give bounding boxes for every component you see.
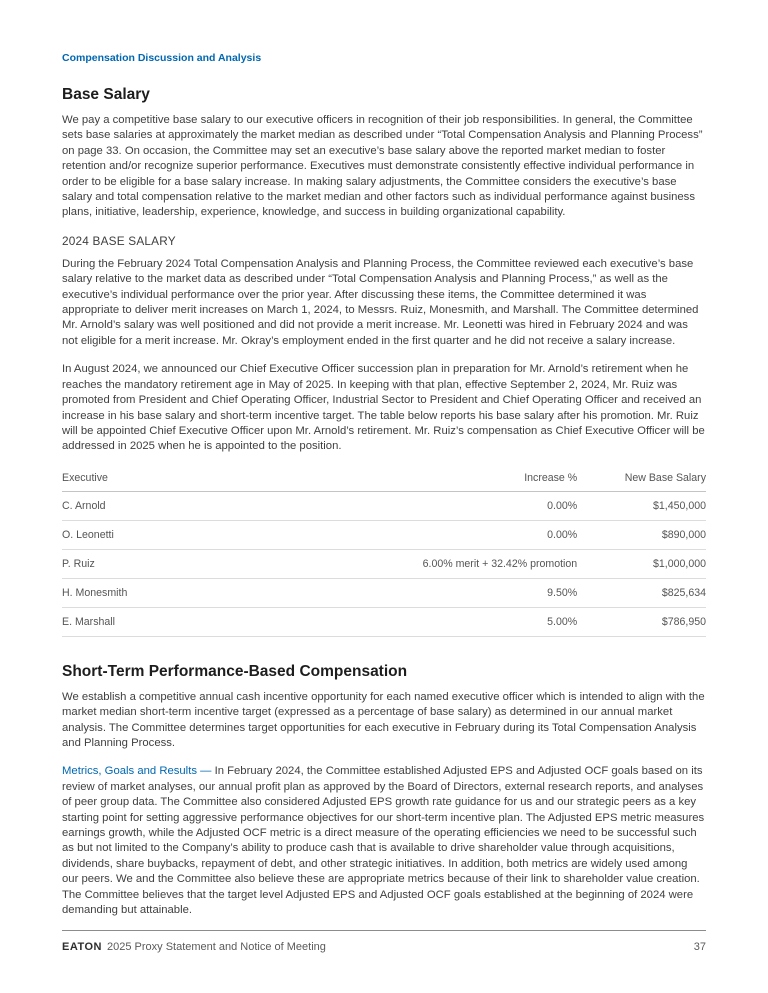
table-row bbox=[62, 578, 706, 607]
new-base-salary-value: $890,000 bbox=[577, 520, 706, 549]
column-header-executive: Executive bbox=[62, 468, 332, 492]
page-number: 37 bbox=[693, 941, 706, 953]
base-salary-2024-subheading: 2024 BASE SALARY bbox=[62, 233, 176, 248]
base-salary-heading: Base Salary bbox=[62, 86, 150, 103]
increase-value: 0.00% bbox=[332, 520, 577, 549]
section-label: Compensation Discussion and Analysis bbox=[62, 52, 262, 64]
new-base-salary-value: $786,950 bbox=[577, 607, 706, 636]
increase-value: 5.00% bbox=[332, 607, 577, 636]
metrics-goals-results-body: In February 2024, the Committee established Adjusted EPS and Adjusted OCF goals based on its review of market analyses, our annual profit plan as approved by the Board of Directors, external research reports, and analyses of peer group data. The Committee also considered Adjusted EPS growth rate guidance for us and our strategic peers as a key starting point for setting aggressive performance objectives for our short-term incentive plan. The Adjusted EPS metric measures earnings growth, while the Adjusted OCF metric is a direct measure of the operating efficiencies we need to be successful such as but not limited to the Company’s ability to produce cash that is available to drive shareholder value through acquisitions, dividends, share buybacks, repayment of debt, and other strategic initiatives. In addition, both metrics are widely used among our peers. We and the Committee also believe these are appropriate metrics because of their link to shareholder value creation. The Committee believes that the target level Adjusted EPS and Adjusted OCF goals established at the beginning of 2024 were demanding but attainable. bbox=[62, 765, 705, 916]
table-row bbox=[62, 491, 706, 520]
increase-value: 6.00% merit + 32.42% promotion bbox=[332, 549, 577, 578]
executive-name: E. Marshall bbox=[62, 607, 332, 636]
table-row bbox=[62, 549, 706, 578]
new-base-salary-value: $825,634 bbox=[577, 578, 706, 607]
eaton-brand-logo: EATON bbox=[62, 941, 102, 953]
metrics-goals-results-paragraph bbox=[62, 764, 706, 918]
new-base-salary-value: $1,450,000 bbox=[577, 491, 706, 520]
short-term-compensation-heading: Short-Term Performance-Based Compensation bbox=[62, 662, 408, 680]
increase-value: 9.50% bbox=[332, 578, 577, 607]
new-base-salary-value: $1,000,000 bbox=[577, 549, 706, 578]
increase-value: 0.00% bbox=[332, 491, 577, 520]
metrics-goals-results-lead: Metrics, Goals and Results — bbox=[62, 765, 215, 778]
page-content bbox=[62, 52, 706, 931]
column-header-new-base-salary: New Base Salary bbox=[577, 468, 706, 492]
base-salary-intro-paragraph: We pay a competitive base salary to our executive officers in recognition of their job responsibilities. In general, the Committee sets base salaries at approximately the market median as described under “Total Compensation Analysis and Planning Process” on page 33. On occasion, the Committee may set an executive’s base salary above the reported market median to foster retention and/or recognize superior performance. Executives must demonstrate consistently effective individual performance in order to be eligible for a base salary increase. In making salary adjustments, the Committee considers the executive’s base salary and total compensation relative to the market median and other factors such as individual performance against business plans, initiative, leadership, experience, knowledge, and success in building organizational capability. bbox=[62, 114, 703, 219]
executive-name: H. Monesmith bbox=[62, 578, 332, 607]
table-row bbox=[62, 520, 706, 549]
footer-left bbox=[62, 941, 326, 953]
footer-document-title: 2025 Proxy Statement and Notice of Meeting bbox=[107, 941, 326, 953]
column-header-increase: Increase % bbox=[332, 468, 577, 492]
table-row bbox=[62, 607, 706, 636]
base-salary-paragraph-2: In August 2024, we announced our Chief Executive Officer succession plan in preparation for Mr. Arnold’s retirement when he reaches the mandatory retirement age in May of 2025. In keeping with that plan, effective September 2, 2024, Mr. Ruiz was promoted from President and Chief Operating Officer, Industrial Sector to President and Chief Operating Officer and received an increase in his base salary and short-term incentive target. The table below reports his base salary after his promotion. Mr. Ruiz will be appointed Chief Executive Officer upon Mr. Arnold’s retirement. Mr. Ruiz’s compensation as Chief Executive Officer will be addressed in 2025 when he is appointed to the position. bbox=[62, 363, 705, 453]
page-footer bbox=[62, 930, 706, 953]
base-salary-paragraph-1: During the February 2024 Total Compensation Analysis and Planning Process, the Committee reviewed each executive’s base salary relative to the market data as described under “Total Compensation Analysis and Planning Process,” as well as the executive’s individual performance over the prior year. After discussing these items, the Committee determined it was appropriate to deliver merit increases on March 1, 2024, to Messrs. Ruiz, Monesmith, and Marshall. The Committee determined Mr. Arnold’s salary was well positioned and did not provide a merit increase. Mr. Leonetti was hired in February 2024 and was not eligible for a merit increase. Mr. Okray’s employment ended in the first quarter and he did not receive a salary increase. bbox=[62, 257, 699, 347]
salary-table bbox=[62, 468, 706, 637]
executive-name: P. Ruiz bbox=[62, 549, 332, 578]
short-term-paragraph-1: We establish a competitive annual cash incentive opportunity for each named executive officer which is intended to align with the market median short-term incentive target (expressed as a percentage of base salary) as determined in our annual market analysis. The Committee determines target opportunities for each executive in February during its Total Compensation Analysis and Planning Process. bbox=[62, 690, 705, 749]
executive-name: O. Leonetti bbox=[62, 520, 332, 549]
executive-name: C. Arnold bbox=[62, 491, 332, 520]
table-header-row bbox=[62, 468, 706, 492]
